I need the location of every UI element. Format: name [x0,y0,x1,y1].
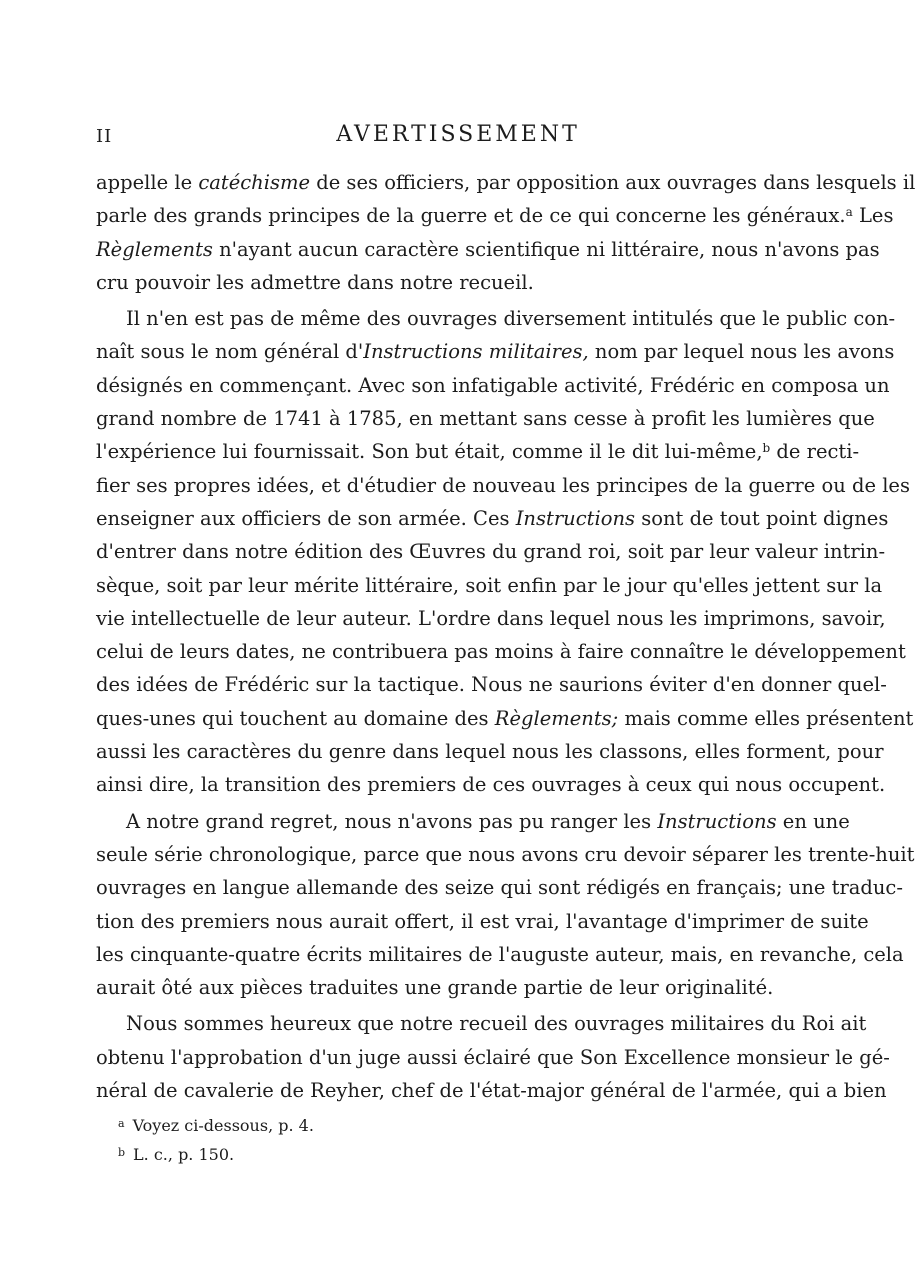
text-line: vie intellectuelle de leur auteur. L'ordre dans lequel nous les imprimons, savoir, [96,606,886,630]
text-line: sèque, soit par leur mérite littéraire, soit enfin par le jour qu'elles jettent sur la [96,573,883,597]
text-line: des idées de Frédéric sur la tactique. Nous ne saurions éviter d'en donner quel- [96,673,887,697]
text-line: Il n'en est pas de même des ouvrages diversement intitulés que le public con- [126,307,896,331]
footnote-mark: a [118,1117,125,1130]
text-line: ainsi dire, la transition des premiers de ces ouvrages à ceux qui nous occupent. [96,773,886,797]
text-line: appelle le catéchisme de ses officiers, par opposition aux ouvrages dans lesquels il [96,171,915,194]
text-line: les cinquante-quatre écrits militaires de l'auguste auteur, mais, en revanche, cela [96,942,904,966]
text-line: Règlements n'ayant aucun caractère scientifique ni littéraire, nous n'avons pas [96,237,880,261]
text-line: ques-unes qui touchent au domaine des Règlements; mais comme elles présentent [96,706,914,730]
footnote-mark: b [118,1146,126,1159]
text-line: l'expérience lui fournissait. Son but était, comme il le dit lui-même,$^b$ de recti- [96,440,860,464]
text-line: désignés en commençant. Avec son infatigable activité, Frédéric en composa un [96,373,890,397]
footnote: $^b$ L. c., p. 150. [118,1145,235,1164]
page-header [96,122,820,154]
text-line: aurait ôté aux pièces traduites une grande partie de leur originalité. [96,976,774,1000]
text-line: seule série chronologique, parce que nous avons cru devoir séparer les trente-huit [96,842,915,866]
text-line: d'entrer dans notre édition des Œuvres du grand roi, soit par leur valeur intrin- [96,540,886,564]
text-line: obtenu l'approbation d'un juge aussi éclairé que Son Excellence monsieur le gé- [96,1045,890,1069]
text-line: grand nombre de 1741 à 1785, en mettant sans cesse à profit les lumières que [96,407,875,431]
text-line: Nous sommes heureux que notre recueil des ouvrages militaires du Roi ait [126,1012,867,1036]
footnotes [118,1110,718,1168]
text-line: naît sous le nom général d'Instructions militaires, nom par lequel nous les avons [96,340,895,364]
running-title: AVERTISSEMENT [336,122,580,147]
text-line: celui de leurs dates, ne contribuera pas moins à faire connaître le développement [96,640,906,664]
text-line: néral de cavalerie de Reyher, chef de l'état-major général de l'armée, qui a bien [96,1079,887,1103]
text-line: fier ses propres idées, et d'étudier de nouveau les principes de la guerre ou de les [96,473,910,497]
text-line: cru pouvoir les admettre dans notre recueil. [96,270,534,294]
text-line: parle des grands principes de la guerre et de ce qui concerne les généraux.$^a$ Les [96,204,894,228]
text-line: ouvrages en langue allemande des seize qui sont rédigés en français; une traduc- [96,876,903,900]
footnote-ref: a [845,205,853,220]
body-text [96,166,915,1107]
page-number: II [96,126,113,147]
text-line: A notre grand regret, nous n'avons pas pu ranger les Instructions en une [126,809,850,833]
text-line: tion des premiers nous aurait offert, il est vrai, l'avantage d'imprimer de suite [96,909,869,933]
text-line: aussi les caractères du genre dans lequel nous les classons, elles forment, pour [96,740,884,764]
footnote: $^a$ Voyez ci-dessous, p. 4. [118,1116,314,1135]
footnote-ref: b [762,441,771,456]
text-line: enseigner aux officiers de son armée. Ces Instructions sont de tout point dignes [96,506,889,530]
